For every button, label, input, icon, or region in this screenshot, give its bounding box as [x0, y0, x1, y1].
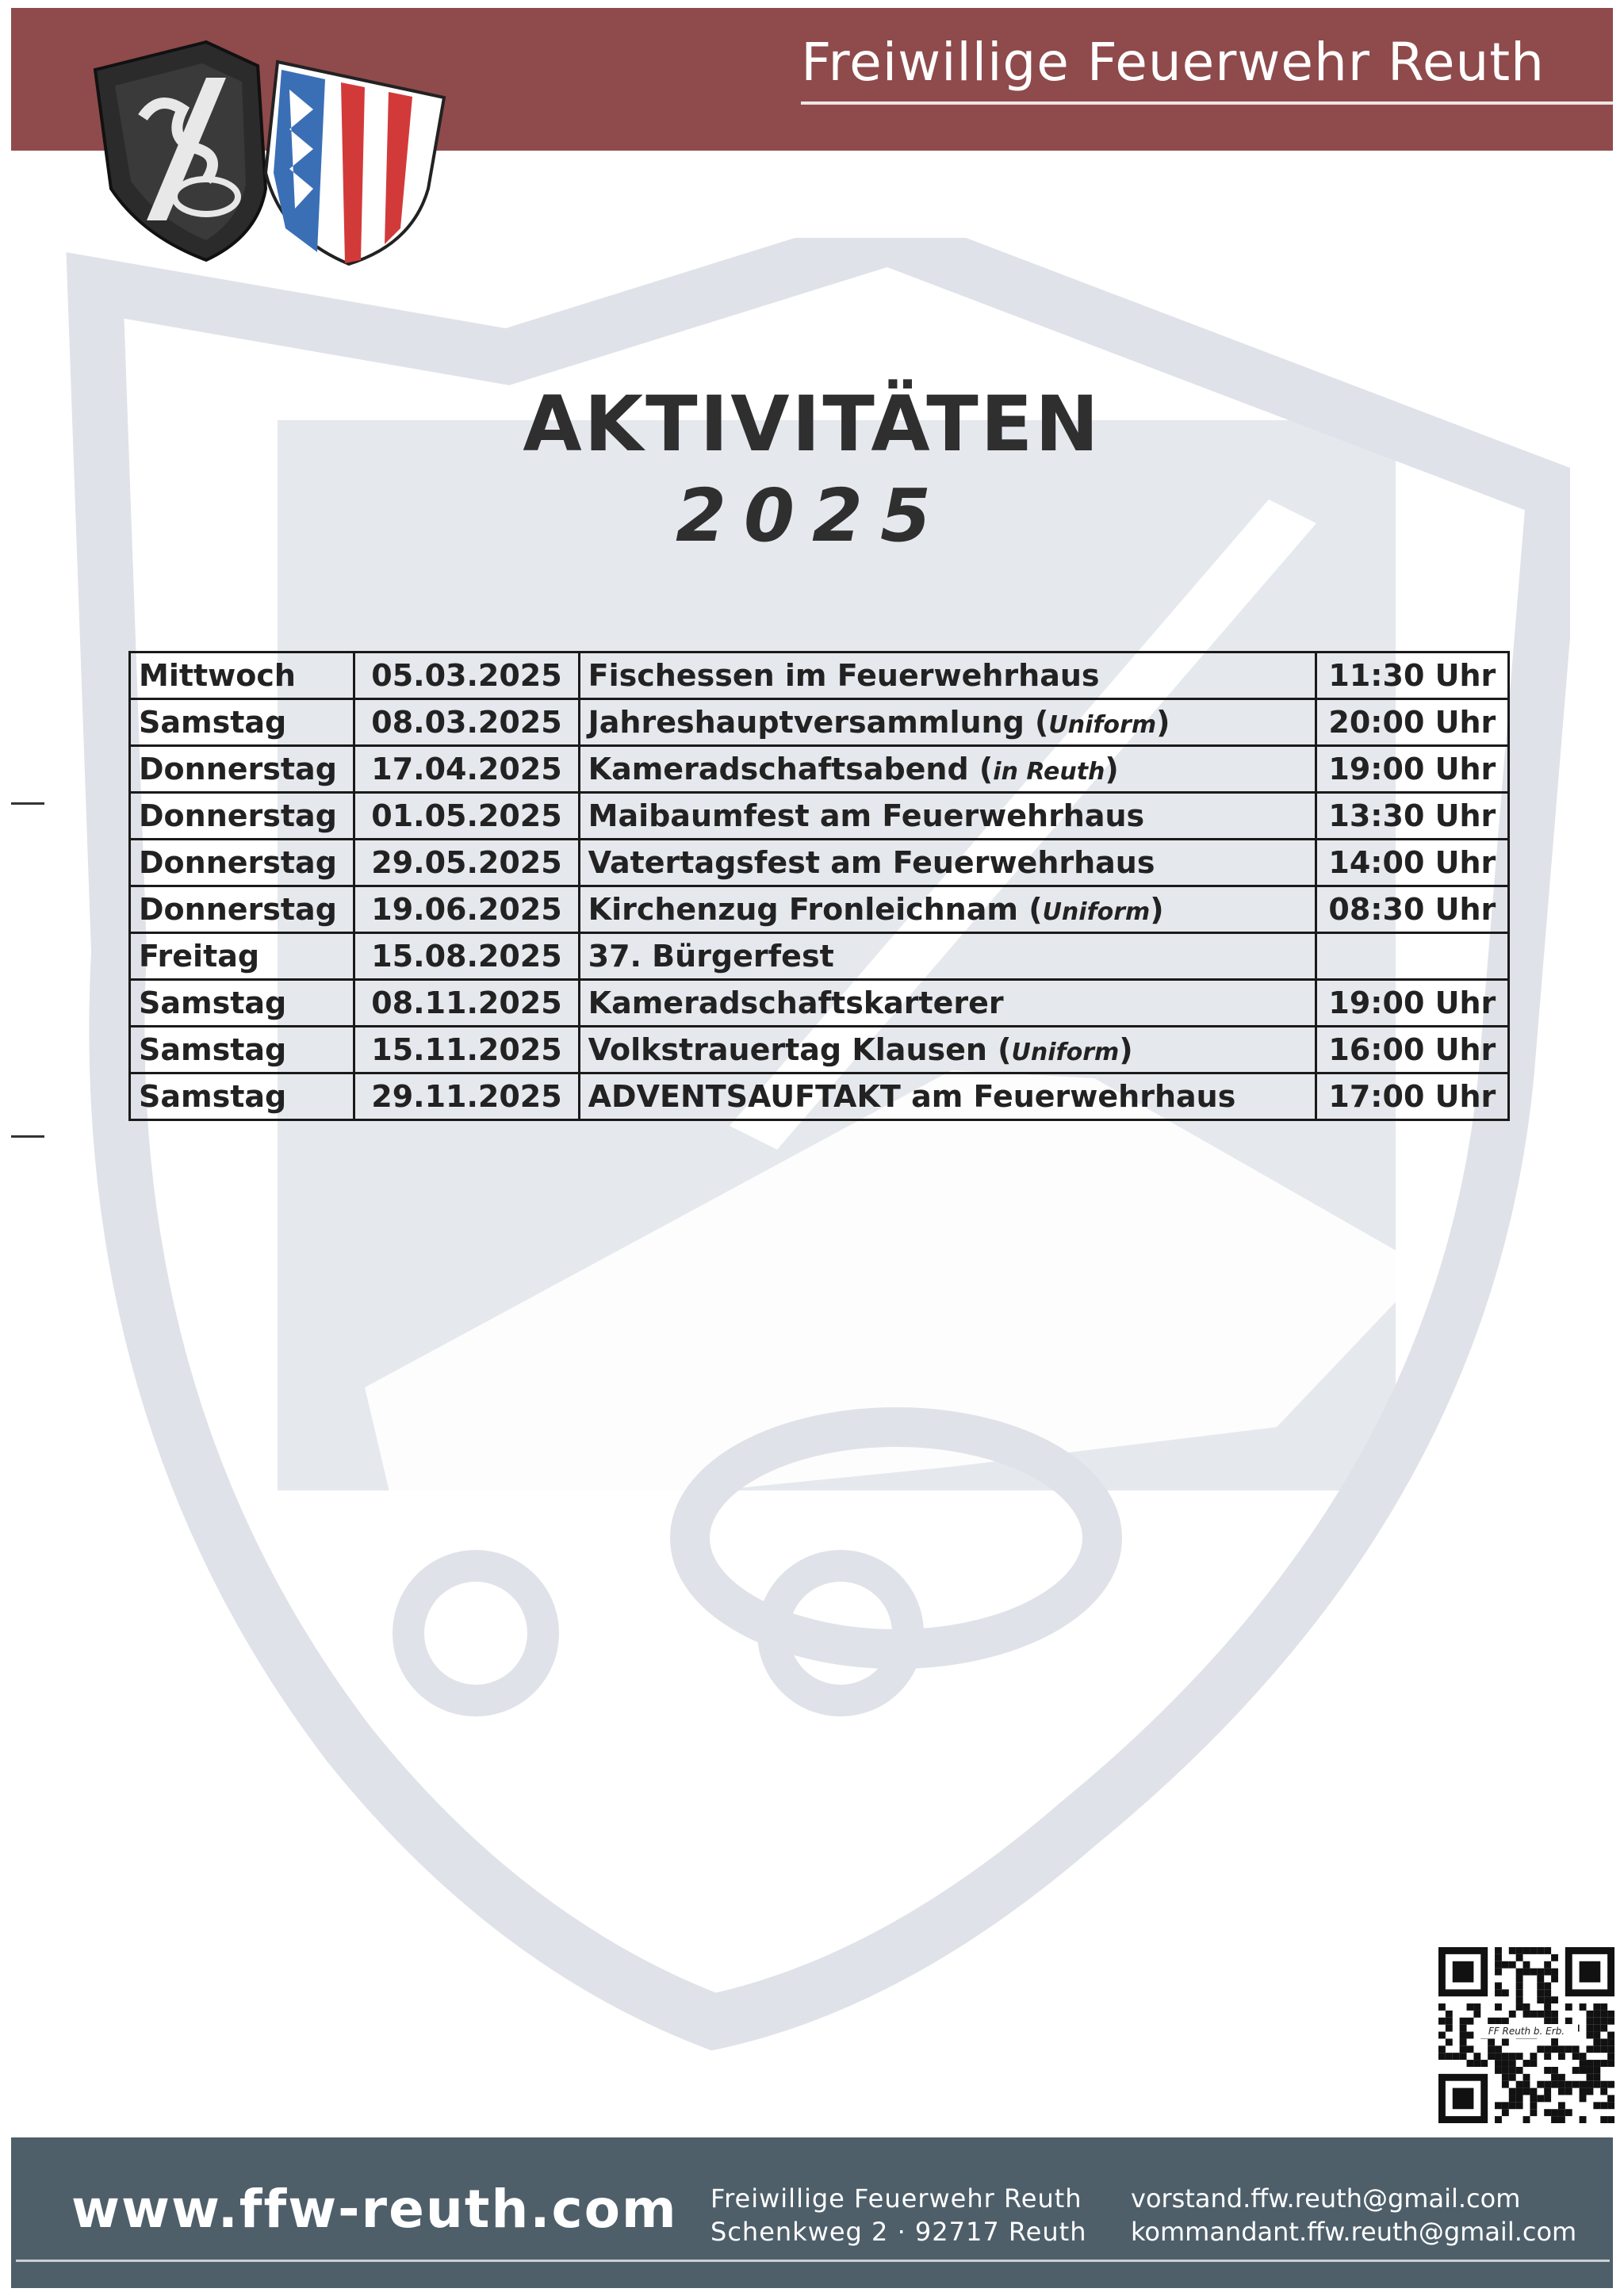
event-day: Donnerstag [130, 840, 354, 886]
event-note: in Reuth [993, 758, 1105, 786]
table-row [130, 699, 1509, 746]
event-day: Donnerstag [130, 746, 354, 793]
event-date: 08.11.2025 [354, 980, 579, 1027]
event-note-suffix: ) [1105, 752, 1119, 786]
event-title-text: Jahreshauptversammlung ( [588, 705, 1049, 740]
event-title-text: Fischessen im Feuerwehrhaus [588, 658, 1100, 693]
event-title [579, 980, 1316, 1027]
events-table-body [130, 652, 1509, 1120]
event-title-text: 37. Bürgerfest [588, 939, 834, 974]
event-time: 19:00 Uhr [1316, 746, 1508, 793]
page-year: 2025 [675, 473, 949, 558]
table-row [130, 840, 1509, 886]
table-row [130, 746, 1509, 793]
event-date: 08.03.2025 [354, 699, 579, 746]
table-row [130, 1027, 1509, 1073]
event-title [579, 652, 1316, 699]
event-title-text: Kameradschaftsabend ( [588, 752, 994, 786]
margin-mark [11, 802, 44, 805]
org-title: Freiwillige Feuerwehr Reuth [801, 32, 1545, 93]
event-note-suffix: ) [1150, 892, 1164, 927]
footer-emails [1131, 2182, 1576, 2248]
event-title [579, 840, 1316, 886]
events-table [128, 651, 1510, 1121]
margin-mark [11, 1135, 44, 1138]
event-title-text: Maibaumfest am Feuerwehrhaus [588, 798, 1145, 833]
event-title-text: Kameradschaftskarterer [588, 985, 1004, 1020]
address-line-1: Freiwillige Feuerwehr Reuth [710, 2183, 1082, 2214]
table-row [130, 652, 1509, 699]
table-row [130, 933, 1509, 980]
event-title [579, 933, 1316, 980]
event-title [579, 793, 1316, 840]
email-link-vorstand[interactable]: vorstand.ffw.reuth@gmail.com [1131, 2183, 1521, 2214]
footer-address [710, 2182, 1086, 2248]
event-title [579, 746, 1316, 793]
event-date: 05.03.2025 [354, 652, 579, 699]
event-time: 19:00 Uhr [1316, 980, 1508, 1027]
event-date: 01.05.2025 [354, 793, 579, 840]
event-date: 19.06.2025 [354, 886, 579, 933]
header-rule [801, 101, 1618, 105]
table-row [130, 980, 1509, 1027]
event-date: 29.05.2025 [354, 840, 579, 886]
event-note: Uniform [1011, 1039, 1120, 1066]
event-title-text: Volkstrauertag Klausen ( [588, 1032, 1012, 1067]
bavarian-crest-icon [266, 62, 444, 264]
event-day: Samstag [130, 1027, 354, 1073]
page-title: AKTIVITÄTEN [523, 380, 1101, 469]
event-day: Donnerstag [130, 886, 354, 933]
event-title-text: Kirchenzug Fronleichnam ( [588, 892, 1043, 927]
event-date: 15.11.2025 [354, 1027, 579, 1073]
table-row [130, 1073, 1509, 1120]
heading [0, 381, 1624, 560]
event-day: Mittwoch [130, 652, 354, 699]
event-day: Donnerstag [130, 793, 354, 840]
event-time [1316, 933, 1508, 980]
address-line-2: Schenkweg 2 · 92717 Reuth [710, 2217, 1087, 2247]
event-title [579, 1027, 1316, 1073]
event-date: 29.11.2025 [354, 1073, 579, 1120]
event-time: 17:00 Uhr [1316, 1073, 1508, 1120]
event-title [579, 886, 1316, 933]
coat-of-arms-logo [87, 30, 468, 268]
event-day: Samstag [130, 1073, 354, 1120]
event-note: Uniform [1042, 898, 1151, 926]
website-link[interactable]: www.ffw-reuth.com [71, 2179, 678, 2240]
fire-brigade-crest-icon [95, 42, 266, 260]
event-note-suffix: ) [1156, 705, 1170, 740]
event-day: Freitag [130, 933, 354, 980]
event-title [579, 699, 1316, 746]
event-time: 11:30 Uhr [1316, 652, 1508, 699]
event-title-text: Vatertagsfest am Feuerwehrhaus [588, 845, 1155, 880]
event-time: 14:00 Uhr [1316, 840, 1508, 886]
event-date: 17.04.2025 [354, 746, 579, 793]
event-date: 15.08.2025 [354, 933, 579, 980]
event-title-text: ADVENTSAUFTAKT am Feuerwehrhaus [588, 1079, 1236, 1114]
event-day: Samstag [130, 699, 354, 746]
event-time: 16:00 Uhr [1316, 1027, 1508, 1073]
table-row [130, 886, 1509, 933]
qr-label: FF Reuth b. Erb. [1475, 2024, 1578, 2038]
event-time: 20:00 Uhr [1316, 699, 1508, 746]
table-row [130, 793, 1509, 840]
email-link-kommandant[interactable]: kommandant.ffw.reuth@gmail.com [1131, 2217, 1577, 2247]
event-time: 13:30 Uhr [1316, 793, 1508, 840]
event-note-suffix: ) [1119, 1032, 1133, 1067]
event-note: Uniform [1048, 711, 1157, 739]
event-day: Samstag [130, 980, 354, 1027]
event-title [579, 1073, 1316, 1120]
event-time: 08:30 Uhr [1316, 886, 1508, 933]
footer-rule [16, 2260, 1610, 2262]
